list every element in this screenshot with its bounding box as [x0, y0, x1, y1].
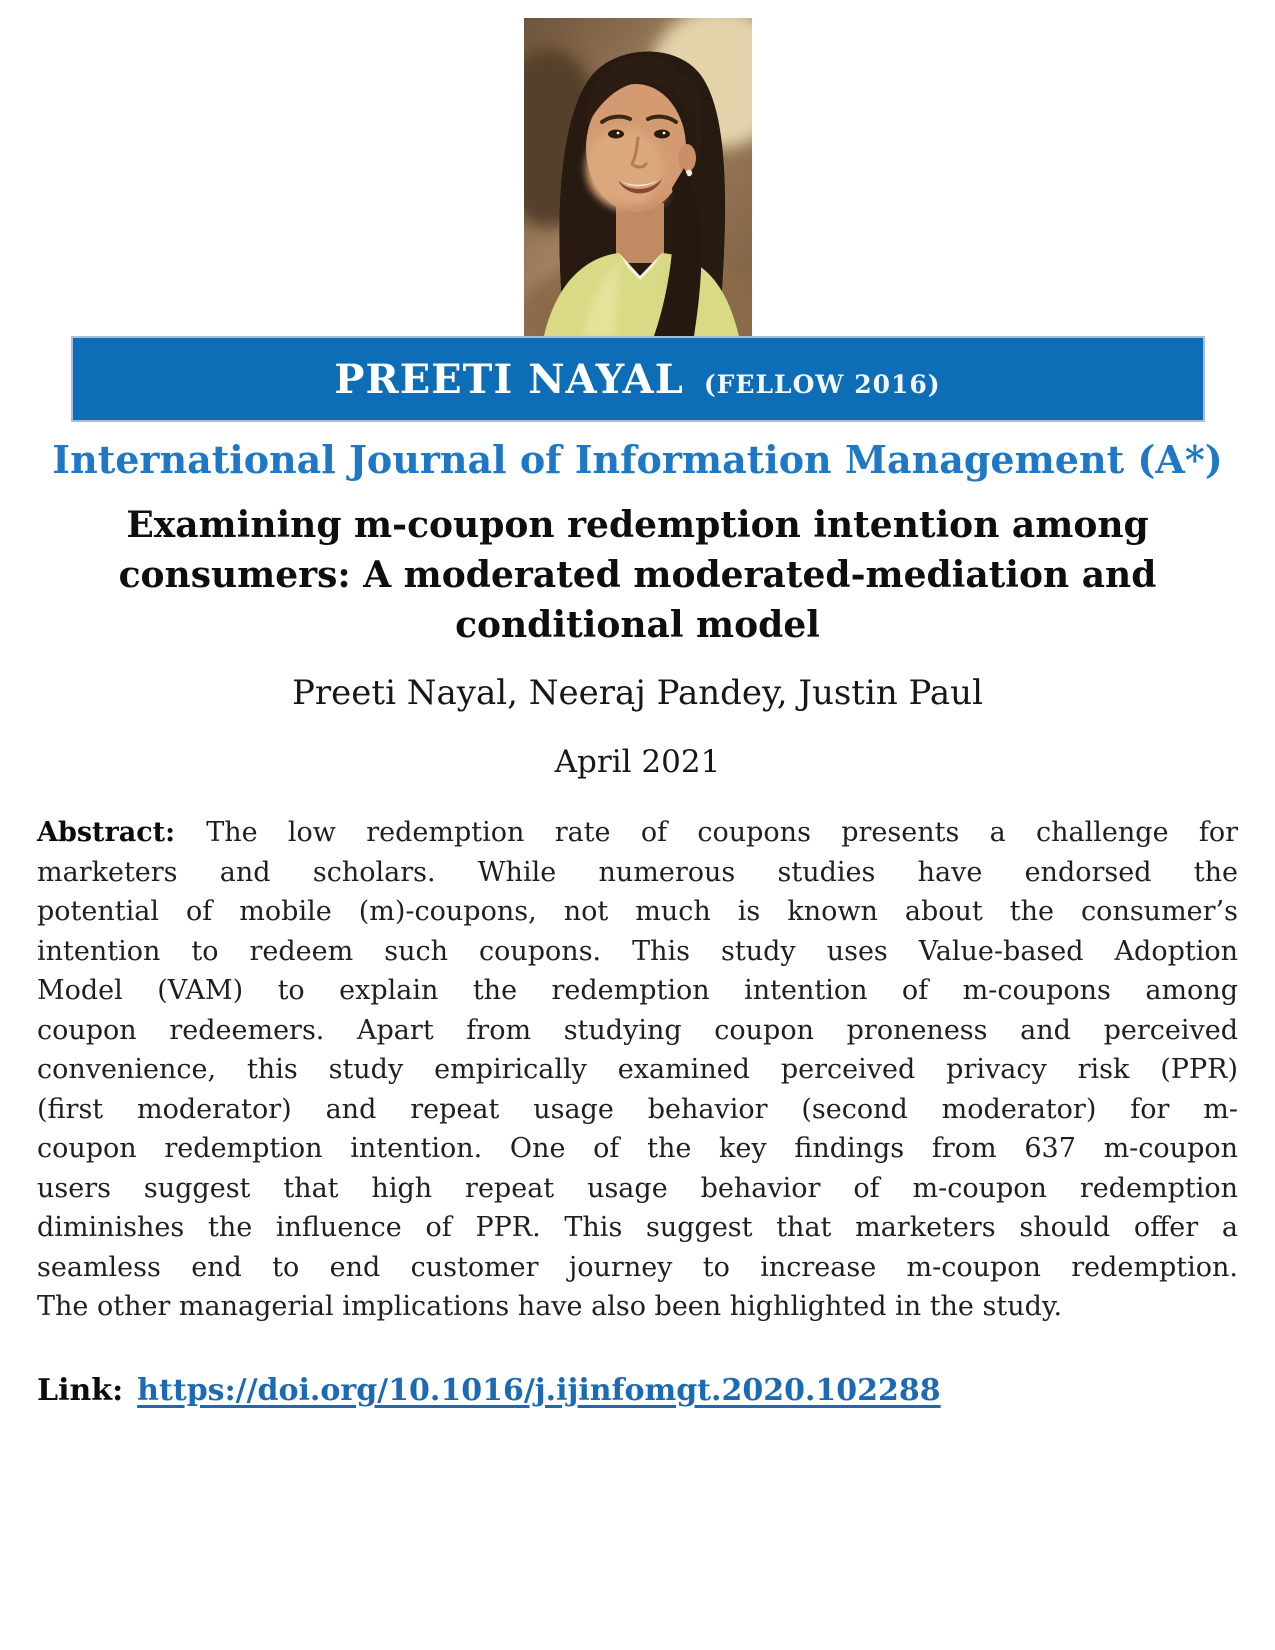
publication-date: April 2021 — [554, 744, 721, 780]
link-row — [37, 1370, 1238, 1412]
fellow-year-label: (FELLOW 2016) — [703, 369, 941, 399]
portrait-photo — [524, 18, 752, 336]
abstract-line: The other managerial implications have also been highlighted in the study. — [37, 1291, 1063, 1322]
paper-title-line: consumers: A moderated moderated-mediation and — [118, 554, 1157, 596]
abstract-line: potential of mobile (m)-coupons, not much is known about the consumer’s — [37, 896, 1238, 927]
abstract-line: users suggest that high repeat usage behavior of m-coupon redemption — [37, 1172, 1238, 1204]
abstract-line: convenience, this study empirically examined perceived privacy risk (PPR) — [37, 1054, 1238, 1085]
abstract-line: seamless end to end customer journey to increase m-coupon redemption. — [37, 1251, 1238, 1283]
abstract-line: intention to redeem such coupons. This study uses Value-based Adoption — [37, 935, 1238, 967]
authors-line: Preeti Nayal, Neeraj Pandey, Justin Paul — [292, 673, 983, 713]
paper-title — [37, 500, 1238, 650]
abstract-line: (first moderator) and repeat usage behavior (second moderator) for m- — [37, 1093, 1238, 1125]
doi-link[interactable]: https://doi.org/10.1016/j.ijinfomgt.2020.102288 — [137, 1372, 941, 1408]
abstract-line: coupon redeemers. Apart from studying coupon proneness and perceived — [37, 1014, 1238, 1046]
person-name: PREETI NAYAL — [334, 355, 684, 403]
paper-title-line: Examining m-coupon redemption intention among — [126, 504, 1149, 546]
name-banner — [71, 336, 1205, 422]
abstract-line: diminishes the influence of PPR. This suggest that marketers should offer a — [37, 1212, 1238, 1243]
paper-title-line: conditional model — [455, 604, 820, 646]
abstract-line: Model (VAM) to explain the redemption intention of m-coupons among — [37, 975, 1238, 1006]
link-label: Link: — [37, 1372, 124, 1408]
abstract-line: marketers and scholars. While numerous studies have endorsed the — [37, 856, 1238, 888]
abstract-text — [37, 813, 1238, 1327]
portrait-photo-graphic — [524, 18, 752, 336]
abstract-label: Abstract: — [37, 817, 207, 848]
abstract-line: Abstract: The low redemption rate of coupons presents a challenge for — [37, 817, 1239, 848]
abstract-line: coupon redemption intention. One of the key findings from 637 m-coupon — [37, 1133, 1238, 1164]
journal-name: International Journal of Information Management (A*) — [52, 437, 1223, 482]
